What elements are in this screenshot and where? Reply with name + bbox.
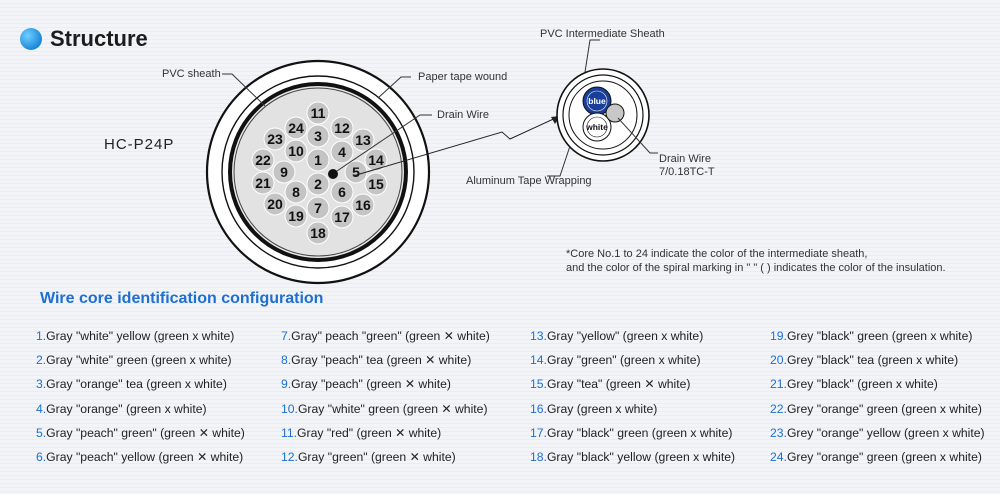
wire-number: 11. — [281, 425, 298, 440]
wire-item — [770, 348, 985, 372]
wire-number: 3. — [36, 377, 47, 392]
wire-number: 5. — [36, 425, 47, 440]
drain-wire-spec-label: 7/0.18TC-T — [659, 166, 715, 178]
wire-description: Grey "orange" yellow (green x white) — [786, 425, 985, 440]
wire-description: Gray "peach" tea (green ✕ white) — [291, 353, 472, 368]
wire-description: Gray "peach" green" (green ✕ white) — [46, 425, 245, 440]
core-number-2: 2 — [314, 176, 322, 192]
wire-item — [530, 397, 735, 421]
wire-number: 15. — [530, 377, 547, 392]
wire-number: 10. — [281, 401, 298, 416]
wire-number: 14. — [530, 353, 547, 368]
wire-number: 19. — [770, 329, 787, 343]
drain-wire-detail — [606, 104, 624, 122]
wire-item — [530, 445, 735, 469]
paper-tape-label: Paper tape wound — [418, 71, 508, 83]
wire-number: 1. — [36, 329, 47, 343]
wire-item — [281, 324, 490, 348]
wire-description: Grey "black" tea (green x white) — [786, 353, 959, 368]
note-line-2: and the color of the spiral marking in " " ( ) indicates the color of the insulation. — [566, 262, 946, 274]
wire-description: Gray "green" (green ✕ white) — [297, 449, 456, 464]
white-label: white — [586, 122, 608, 132]
wire-description: Gray "orange" (green x white) — [46, 401, 207, 416]
core-number-7: 7 — [314, 200, 322, 216]
wire-item — [36, 445, 245, 469]
core-number-23: 23 — [267, 131, 283, 147]
note — [566, 247, 946, 275]
wire-description: Gray "peach" yellow (green ✕ white) — [46, 449, 244, 464]
wire-item — [281, 397, 490, 421]
wire-item — [36, 324, 245, 348]
aluminum-tape-label: Aluminum Tape Wrapping — [466, 175, 592, 187]
core-number-12: 12 — [334, 120, 350, 136]
wire-item — [281, 348, 490, 372]
blue-label: blue — [588, 96, 606, 106]
core-number-6: 6 — [338, 184, 346, 200]
core-number-11: 11 — [310, 105, 326, 121]
wire-description: Gray "white" green (green x white) — [46, 353, 232, 368]
wire-item — [281, 445, 490, 469]
wire-item — [770, 421, 985, 445]
wire-number: 2. — [36, 353, 47, 368]
wire-number: 17. — [530, 425, 547, 440]
core-number-8: 8 — [292, 184, 300, 200]
core-number-9: 9 — [280, 164, 288, 180]
wire-description: Gray "black" green (green x white) — [546, 425, 733, 440]
core-number-3: 3 — [314, 128, 322, 144]
core-number-17: 17 — [334, 209, 350, 225]
core-number-14: 14 — [368, 152, 384, 168]
wire-number: 18. — [530, 449, 547, 464]
wire-number: 8. — [281, 353, 292, 368]
pair-detail — [557, 69, 649, 161]
wire-item — [36, 372, 245, 396]
wire-item — [530, 324, 735, 348]
core-number-13: 13 — [355, 132, 371, 148]
wire-description: Grey "black" (green x white) — [786, 377, 938, 392]
wire-column-3 — [530, 324, 735, 469]
core-number-24: 24 — [288, 120, 304, 136]
cable-cross-section — [207, 61, 429, 283]
wire-item — [36, 348, 245, 372]
drain-wire-label: Drain Wire — [437, 109, 489, 121]
wire-description: Gray "red" (green ✕ white) — [297, 425, 442, 440]
wire-item — [770, 397, 985, 421]
wire-item — [770, 372, 985, 396]
wire-description: Grey "black" green (green x white) — [786, 329, 973, 343]
wire-item — [281, 421, 490, 445]
wire-number: 21. — [770, 377, 787, 392]
wire-number: 9. — [281, 377, 292, 392]
wire-description: Gray "tea" (green ✕ white) — [546, 377, 691, 392]
wire-number: 12. — [281, 449, 298, 464]
wire-number: 20. — [770, 353, 787, 368]
wire-item — [36, 421, 245, 445]
wire-number: 16. — [530, 401, 547, 416]
wire-description: Grey "orange" green (green x white) — [786, 449, 982, 464]
core-number-15: 15 — [368, 176, 384, 192]
pvc-intermediate-label: PVC Intermediate Sheath — [540, 28, 665, 40]
wire-number: 4. — [36, 401, 47, 416]
wire-item — [281, 372, 490, 396]
drain-wire-right-label: Drain Wire — [659, 153, 711, 165]
page-title: Structure — [50, 26, 148, 51]
drain-wire-dot — [328, 169, 338, 179]
wire-item — [36, 397, 245, 421]
core-number-21: 21 — [255, 175, 271, 191]
pvc-sheath-label: PVC sheath — [162, 68, 221, 80]
wire-number: 24. — [770, 449, 787, 464]
wire-column-4 — [770, 324, 985, 469]
wire-column-1 — [36, 324, 245, 469]
wire-description: Gray "orange" tea (green x white) — [46, 377, 227, 392]
core-number-5: 5 — [352, 164, 360, 180]
wire-number: 7. — [281, 329, 292, 343]
wire-number: 22. — [770, 401, 787, 416]
wire-item — [530, 372, 735, 396]
core-number-4: 4 — [338, 144, 346, 160]
wire-description: Gray "peach" (green ✕ white) — [291, 377, 451, 392]
core-number-16: 16 — [355, 197, 371, 213]
core-number-1: 1 — [314, 152, 322, 168]
wire-number: 23. — [770, 425, 787, 440]
core-number-10: 10 — [288, 143, 304, 159]
note-line-1: *Core No.1 to 24 indicate the color of the intermediate sheath, — [566, 248, 868, 260]
wire-number: 6. — [36, 449, 47, 464]
wire-description: Gray "green" (green x white) — [546, 353, 701, 368]
core-number-18: 18 — [310, 225, 326, 241]
core-number-22: 22 — [255, 152, 271, 168]
wire-item — [530, 348, 735, 372]
wire-description: Gray" peach "green" (green ✕ white) — [291, 329, 490, 343]
wire-description: Grey "orange" green (green x white) — [786, 401, 982, 416]
core-number-19: 19 — [288, 208, 304, 224]
wire-number: 13. — [530, 329, 547, 343]
wire-description: Gray "yellow" (green x white) — [546, 329, 704, 343]
wire-description: Gray "white" green (green ✕ white) — [297, 401, 488, 416]
wire-item — [770, 445, 985, 469]
wire-column-2 — [281, 324, 490, 469]
wire-item — [770, 324, 985, 348]
wire-description: Gray "black" yellow (green x white) — [546, 449, 736, 464]
core-number-20: 20 — [267, 196, 283, 212]
section-title: Wire core identification configuration — [40, 290, 324, 307]
wire-item — [530, 421, 735, 445]
wire-description: Gray "white" yellow (green x white) — [46, 329, 235, 343]
model-label: HC-P24P — [104, 136, 175, 153]
wire-description: Gray (green x white) — [546, 401, 658, 416]
